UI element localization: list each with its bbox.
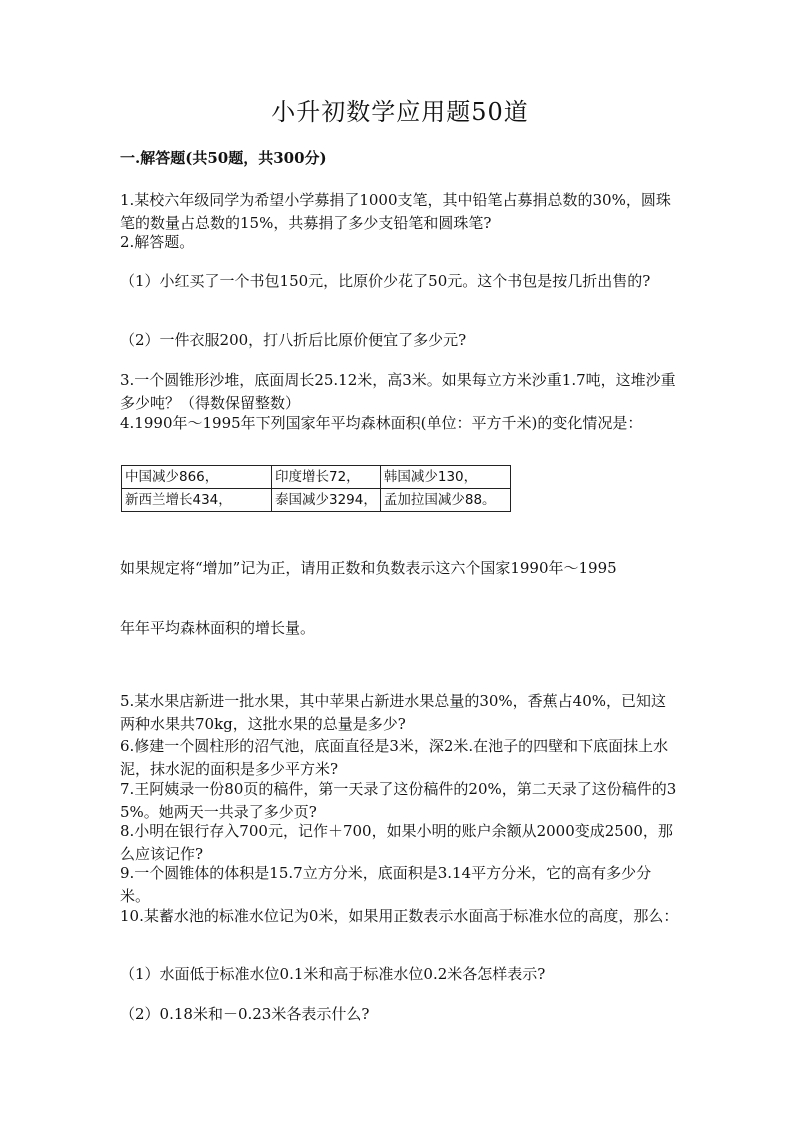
problem-7: 7.王阿姨录一份80页的稿件，第一天录了这份稿件的20%，第二天录了这份稿件的35%。她两天一共录了多少页? [120, 780, 677, 821]
problem-2: 2.解答题。 [120, 233, 195, 251]
table-cell: 泰国减少3294， [272, 489, 381, 512]
table-cell: 韩国减少130， [380, 466, 510, 489]
problem-10: 10.某蓄水池的标准水位记为0米，如果用正数表示水面高于标准水位的高度，那么： [120, 907, 679, 925]
table-row [122, 489, 511, 512]
problem-9: 9.一个圆锥体的体积是15.7立方分米，底面积是3.14平方分米，它的高有多少分米。 [120, 864, 652, 905]
section-heading: 一.解答题(共50题，共300分) [120, 149, 327, 167]
problem-4-question-a: 如果规定将“增加”记为正，请用正数和负数表示这六个国家1990年～1995 [120, 559, 617, 577]
problem-6: 6.修建一个圆柱形的沼气池，底面直径是3米，深2米.在池子的四壁和下底面抹上水泥，抹水泥的面积是多少平方米? [120, 737, 669, 778]
document-title: 小升初数学应用题50道 [271, 98, 529, 126]
problem-5: 5.某水果店新进一批水果，其中苹果占新进水果总量的30%，香蕉占40%，已知这两种水果共70kg，这批水果的总量是多少? [120, 692, 666, 733]
table-cell: 印度增长72， [272, 466, 381, 489]
problem-10-part-1: （1）水面低于标准水位0.1米和高于标准水位0.2米各怎样表示? [120, 965, 546, 983]
problem-2-part-1: （1）小红买了一个书包150元，比原价少花了50元。这个书包是按几折出售的? [120, 272, 651, 290]
problem-8: 8.小明在银行存入700元，记作＋700，如果小明的账户余额从2000变成2500，那么应该记作? [120, 822, 673, 863]
problem-4-question-b: 年年平均森林面积的增长量。 [120, 619, 316, 637]
table-cell: 孟加拉国减少88。 [380, 489, 510, 512]
table-row [122, 466, 511, 489]
problem-3: 3.一个圆锥形沙堆，底面周长25.12米，高3米。如果每立方米沙重1.7吨，这堆沙重多少吨？（得数保留整数） [120, 371, 676, 412]
problem-2-part-2: （2）一件衣服200，打八折后比原价便宜了多少元? [120, 331, 467, 349]
table-cell: 中国减少866， [122, 466, 272, 489]
table-cell: 新西兰增长434， [122, 489, 272, 512]
problem-10-part-2: （2）0.18米和－0.23米各表示什么? [120, 1005, 370, 1023]
problem-4: 4.1990年～1995年下列国家年平均森林面积(单位：平方千米)的变化情况是： [120, 414, 643, 432]
forest-area-table [121, 465, 511, 512]
problem-1: 1.某校六年级同学为希望小学募捐了1000支笔，其中铅笔占募捐总数的30%，圆珠笔的数量占总数的15%，共募捐了多少支铅笔和圆珠笔? [120, 191, 671, 232]
